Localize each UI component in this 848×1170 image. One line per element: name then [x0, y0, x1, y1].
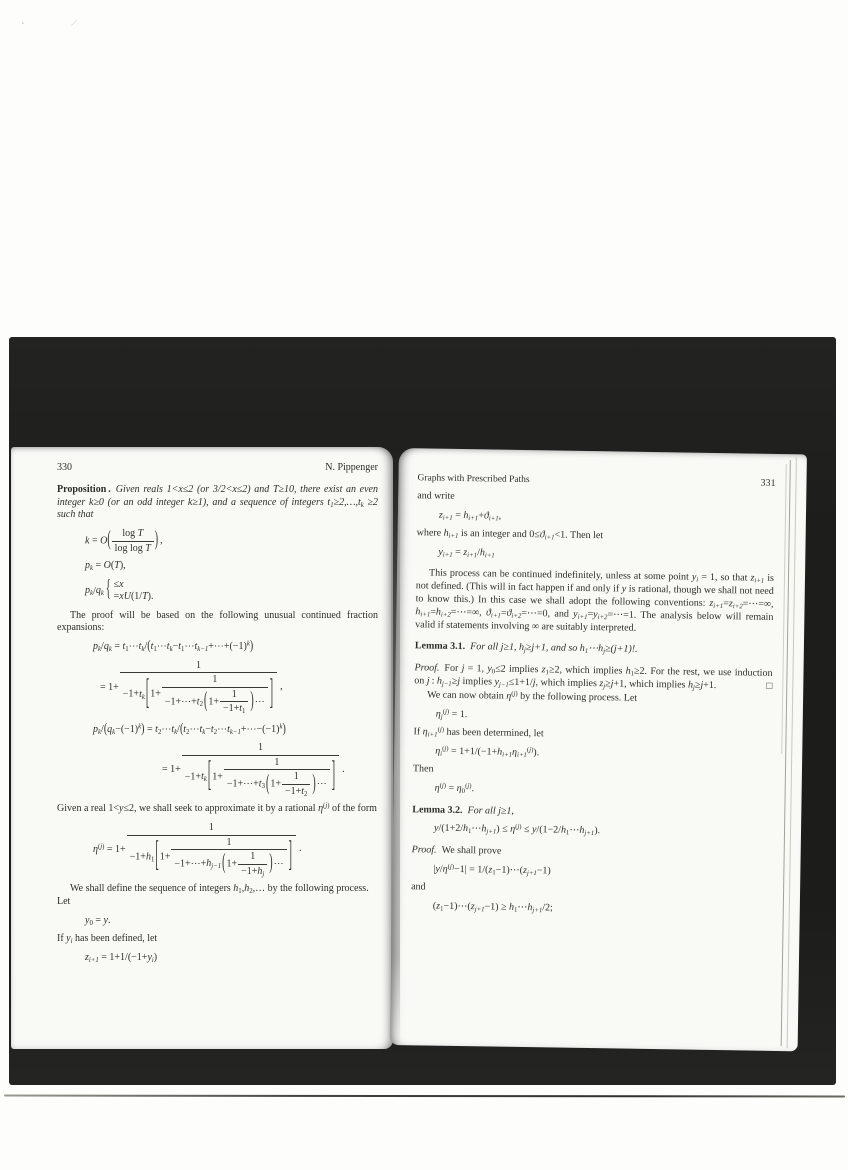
- scan-bottom-line: [4, 1095, 845, 1098]
- right-page-body: [411, 472, 776, 924]
- equation-pk-bound: $p_k = O(T)$,: [85, 560, 126, 573]
- then-label: Then: [412, 763, 434, 775]
- process-paragraph: This process can be continued indefinitely, unless at some point $y_i = 1$, so that $z_{i+1}$ is not defined. (This will in fact happen if and only if y is rational, though we shall not need to know this.) In this case we shall adopt the following conventions: $z_{i+1}=z_{i+2}=\cdots=\infty$, $h_{i+1}=h_{i+2}=\cdots=\infty$, $ϑ_{i+1}=ϑ_{i+2}=\cdots=0$, and $y_{i+1}=y_{i+2}=\cdots=1$. The analysis below will remain valid if statements involving ∞ are suitably interpreted.: [415, 567, 775, 634]
- lemma-3-1: Lemma 3.1. For all j≥1, $h_j\ge j+1$, and so $h_1\cdots h_j\ge(j+1)$!.: [414, 640, 638, 656]
- equation-product-bound: $(z_1-1)\cdots(z_{j+1}-1)$ ≥ $h_1\cdots h_{j+1}/2$;: [432, 900, 553, 915]
- scan-artifact-mark: ‘: [20, 19, 27, 32]
- if-eta-paragraph: If $\eta_{i+1}^{(j)}$ has been determined, let: [413, 726, 544, 740]
- left-running-head: N. Pippenger: [325, 462, 378, 473]
- and-write-label: and write: [417, 490, 455, 502]
- equation-zi: $z_{i+1} = 1+1/(-1+y_i)$: [85, 951, 158, 964]
- equation-cf2-line1: $p_k/(q_k-(-1)^k)$ = $t_2\cdots t_k/(t_2\cdots t_k-t_2\cdots t_{k-1}+\cdots-(-1)^k)$: [93, 721, 286, 737]
- let-label: Let: [57, 895, 71, 907]
- proof-3-1-paragraph: Proof. For j = 1, $y_0\le 2$ implies $z_1\ge 2$, which implies $h_1\ge 2$. For the rest, we use induction on j : $h_{j-1}\ge j$ implies $y_{j-1}\le 1+1/j$, which implies $z_j\ge j+1$, which implies $h_j\ge j+1$. □: [414, 662, 773, 692]
- define-sequence-paragraph: We shall define the sequence of integers $h_1,h_2,\dots$ by the following process.: [70, 883, 369, 895]
- equation-cf1-line1: $p_k/q_k$ = $t_1\cdots t_k/(t_1\cdots t_k-t_1\cdots t_{k-1}+\cdots+(-1)^k)$: [93, 639, 254, 654]
- book-spine-shadow: [391, 449, 400, 1046]
- equation-z-h-theta: $z_{i+1} = h_{i+1}+ϑ_{i+1}$,: [438, 509, 502, 523]
- equation-y0: $y_0 = y$.: [85, 914, 111, 927]
- proof-intro-paragraph: The proof will be based on the following unusual continued fraction expansions:: [57, 609, 378, 634]
- proposition-paragraph: Proposition . Given reals 1<x≤2 (or 3/2<x≤2) and T≥10, there exist an even integer k≥0 (or an odd integer k≥1), and a sequence of integers $t_1\ge 2,\dots,t_k \ge 2$ such that: [57, 483, 378, 521]
- equation-cf2-line2: = 1+ 1 $-1+t_k[1+$ 1 $-1+\cdots+t_3(1+$ $\frac{1}{-1+t_2}$ )⋯ ] .: [162, 742, 345, 798]
- equation-pkqk-cases: $p_k/q_k$ { ≤x =xU(1/T).: [85, 576, 154, 603]
- right-page-header: [417, 472, 775, 490]
- scan-artifact-mark: ⁄: [72, 17, 76, 30]
- right-running-head: Graphs with Prescribed Paths: [417, 473, 530, 486]
- equation-abs-identity: $|y/\eta^{(j)}-1|$ = $1/(z_1-1)\cdots(z_{j+1}-1)$: [433, 863, 551, 877]
- equation-eta-form: $\eta^{(j)} = 1+$ 1 $-1+h_1[1+$ 1 $-1+\cdots+h_{j-1}(1+$ $\frac{1}{-1+h_j}$ )⋯ ] .: [93, 822, 302, 878]
- equation-eta-0: $\eta^{(j)} = \eta_0^{(j)}$.: [434, 782, 475, 796]
- equation-cf1-line2: = 1+ 1 $-1+t_k[1+$ 1 $-1+\cdots+t_2(1+$ $\frac{1}{-1+t_1}$ )⋯ ] ,: [100, 659, 283, 716]
- left-page-header: [57, 462, 378, 475]
- if-yi-paragraph: If $y_i$ has been defined, let: [57, 933, 158, 946]
- obtain-eta-paragraph: We can now obtain $\eta^{(j)}$ by the following process. Let: [427, 689, 638, 704]
- equation-eta-j: $\eta_j^{(j)} = 1$.: [435, 707, 468, 721]
- equation-y-next: $y_{i+1} = z_{i+1}/h_{i+1}$: [438, 546, 495, 560]
- and-label: and: [411, 881, 426, 893]
- equation-k-bound: k = O( $\frac{\text{log T}}{\text{log log T}}$ ) ,: [85, 528, 163, 554]
- left-page: [11, 447, 393, 1049]
- proof-3-2-paragraph: Proof. We shall prove: [411, 844, 502, 857]
- lemma-3-2: Lemma 3.2. For all j≥1,: [412, 803, 515, 817]
- right-page-number: 331: [760, 477, 776, 489]
- given-real-paragraph: Given a real 1<y≤2, we shall seek to approximate it by a rational $\eta^{(j)}$ of the form: [57, 802, 377, 815]
- where-paragraph: where $h_{i+1}$ is an integer and $0\le ϑ_{i+1}<1$. Then let: [416, 527, 604, 542]
- right-page: [390, 448, 807, 1051]
- left-page-body: [57, 462, 378, 970]
- left-page-number: 330: [57, 462, 72, 473]
- equation-lemma-3-2-inequality: $y/(1+2/h_1\cdots h_{j+1}) \le \eta^{(j)}$ ≤ $y/(1-2/h_1\cdots h_{j+1})$.: [433, 823, 601, 838]
- equation-eta-i: $\eta_i^{(j)} = 1+1/(-1+h_{i+1}\eta_{i+1}^{(j)})$.: [435, 745, 540, 759]
